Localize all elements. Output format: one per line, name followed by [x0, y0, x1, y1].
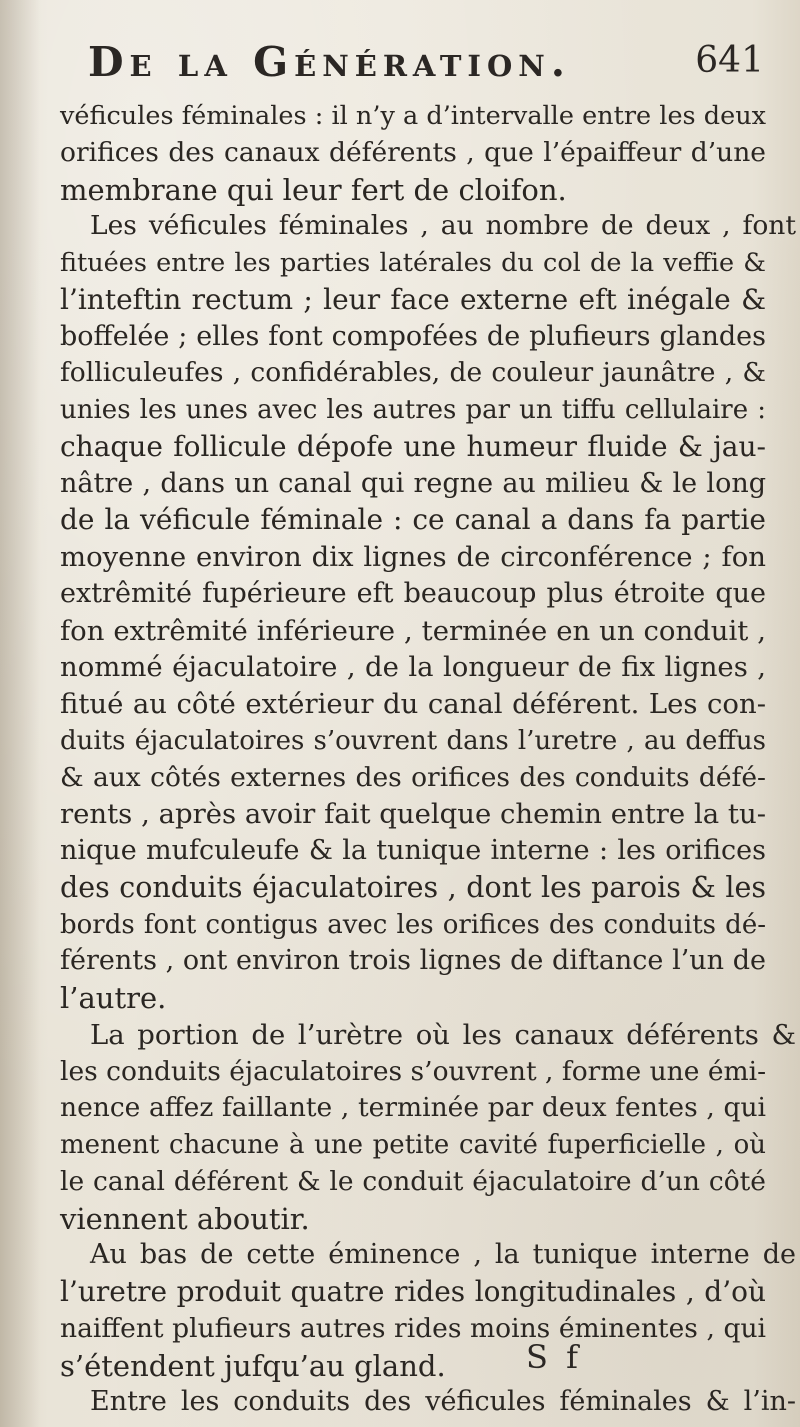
text-line: orifices des canaux déférents , que l’épaiffeur d’une [60, 136, 766, 168]
text-line: Les véficules féminales , au nombre de deux , font [90, 210, 796, 242]
text-line: l’inteftin rectum ; leur face externe eft inégale & [60, 282, 766, 316]
text-line: extrêmité fupérieure eft beaucoup plus étroite que [60, 577, 766, 609]
text-line: nique mufculeufe & la tunique interne : les orifices [60, 835, 766, 866]
text-line: moyenne environ dix lignes de circonférence ; fon [60, 541, 766, 573]
text-line: membrane qui leur fert de cloifon. [60, 172, 567, 207]
text-line: fituées entre les parties latérales du col de la veffie & [60, 248, 766, 278]
text-line: rents , après avoir fait quelque chemin entre la tu- [60, 798, 766, 831]
text-line: viennent aboutir. [60, 1201, 310, 1236]
signature-mark: S f [526, 1338, 582, 1376]
running-head: De la Génération. [88, 38, 572, 86]
text-line: duits éjaculatoires s’ouvrent dans l’uretre , au deffus [60, 725, 766, 756]
text-line: bords font contigus avec les orifices des conduits dé- [60, 909, 766, 940]
text-line: nâtre , dans un canal qui regne au milieu & le long [60, 467, 766, 499]
text-line: folliculeufes , confidérables, de couleur jaunâtre , & [60, 357, 766, 389]
text-line: l’autre. [60, 981, 167, 1015]
body-text [60, 98, 796, 1421]
text-line: menent chacune à une petite cavité fuperficielle , où [60, 1130, 766, 1160]
text-line: les conduits éjaculatoires s’ouvrent , forme une émi- [60, 1055, 767, 1087]
text-line: & aux côtés externes des orifices des conduits défé- [60, 761, 766, 793]
text-line: naiffent plufieurs autres rides moins éminentes , qui [60, 1312, 766, 1344]
text-line: Au bas de cette éminence , la tunique interne de [90, 1239, 796, 1271]
text-line: des conduits éjaculatoires , dont les parois & les [60, 870, 766, 904]
text-line: nence affez faillante , terminée par deux fentes , qui [60, 1092, 766, 1124]
page-edge-shadow [0, 0, 40, 1427]
page-number: 641 [695, 40, 764, 81]
text-line: unies les unes avec les autres par un tiffu cellulaire : [60, 395, 766, 425]
text-line: véficules féminales : il n’y a d’intervalle entre les deux [60, 101, 766, 131]
text-line: boffelée ; elles font compofées de plufieurs glandes [60, 320, 766, 352]
text-line: La portion de l’urètre où les canaux déférents & [90, 1018, 796, 1051]
text-line: fitué au côté extérieur du canal déférent. Les con- [60, 688, 766, 720]
text-line: s’étendent jufqu’au gland. [60, 1348, 446, 1383]
text-line: de la véficule féminale : ce canal a dans fa partie [60, 503, 766, 537]
text-line: chaque follicule dépofe une humeur fluide & jau- [60, 429, 766, 463]
page-header [30, 38, 780, 98]
text-line: le canal déférent & le conduit éjaculatoire d’un côté [60, 1165, 766, 1197]
text-line: fon extrêmité inférieure , terminée en un conduit , [60, 614, 766, 647]
text-line: l’uretre produit quatre rides longitudinales , d’où [60, 1275, 766, 1308]
text-line: Entre les conduits des véficules féminales & l’in- [90, 1386, 796, 1418]
text-line: nommé éjaculatoire , de la longueur de fix lignes , [60, 651, 766, 684]
text-line: férents , ont environ trois lignes de diftance l’un de [60, 945, 766, 977]
